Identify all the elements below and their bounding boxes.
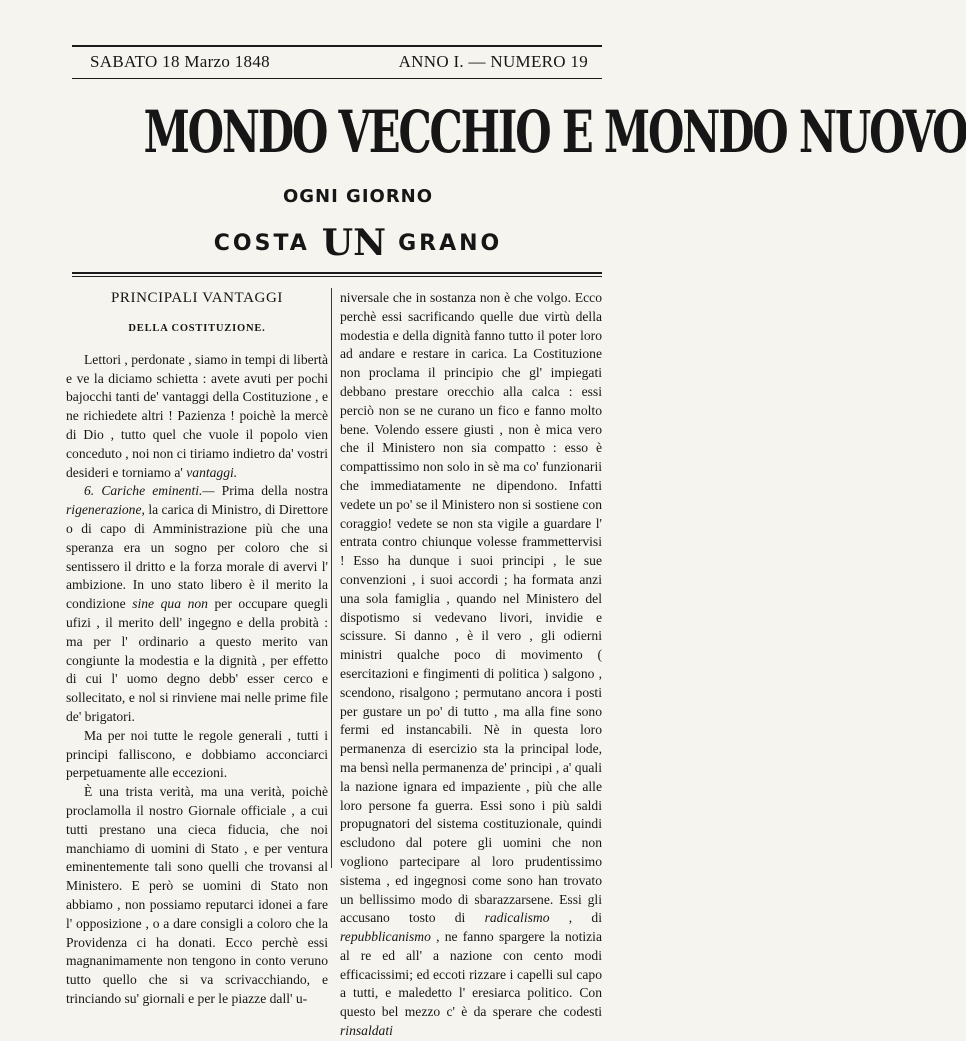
dateline [82,52,592,76]
article-paragraph: Lettori , perdonate , siamo in tempi di libertà e ve la diciamo schietta : avete avuti per pochi bajocchi tanti de' vantaggi della Costituzione , e ne richiedete altri ! Pazienza ! poichè la mercè di Dio , tutto quel che vuole il popolo vien conceduto , noi non ci tiriamo indietro da' vostri desideri e torniamo a' vantaggi. [66,351,328,480]
price-word-costa: COSTA [213,230,310,256]
issue-number: ANNO I. — NUMERO 19 [398,52,588,71]
issue-date: SABATO 18 Marzo 1848 [90,52,270,71]
article-column-left [66,289,328,1009]
masthead-bottom-rule-thin [72,276,602,277]
top-rule [72,45,602,47]
article-paragraph: È una trista verità, ma una verità, poichè proclamolla il nostro Giornale officiale , a cui tutti prestano una cieca fiducia, che noi manchiamo di uomini di Stato , e per ventura eminentemente tali sono quelli che trovansi al Ministero. E però se uomini di Stato non abbiamo , non possiamo reputarci idonei a fare l' opposizione , o a dare consigli a coloro che la Providenza ci ha donati. Ecco perchè essi magnanimamente non tengono in conto veruno tutto quello che si va scrivacchiando, e trinciando su' giornali e per le piazze dall' u- [66,784,328,1006]
masthead-title: MONDO VECCHIO E MONDO NUOVO [143,98,966,166]
dateline-rule [72,78,602,79]
article-column-right [340,289,602,1041]
price-word-un: UN [321,222,387,264]
article-paragraph: 6. Cariche eminenti.— Prima della nostra rigenerazione, la carica di Ministro, di Direttore o di capo di Amministrazione più che una speranza era un sogno per coloro che si sentissero il dritto e la forza morale di avervi l' ambizione. In uno stato libero è il merito la condizione sine qua non per occupare quegli ufizi , il merito dell' ingegno e della probità : ma per l' ordinario a questo merito van congiunte la modestia e la dignità , per effetto di cui l' uomo degno debb' esser cerco e sollecitato, e nol si rinviene mai nelle prime file de' brigatori. [66,483,328,724]
article-title: PRINCIPALI VANTAGGI [110,290,284,306]
column-divider [331,288,332,868]
masthead-bottom-rule [72,272,602,274]
article-paragraph: niversale che in sostanza non è che volgo. Ecco perchè essi sacrificando quelle due virtù della modestia e della dignità fanno tutto il poter loro ad andare e restare in carica. La Costituzione non proclama il principio che gl' impiegati debbano prestare orecchio alla calca : essi perciò non se ne curano un fico e fanno molto bene. Volendo essere giusti , non è mica vero che il Ministero non sia compatto : esso è compattissimo non solo in sè ma co' funzionarii che immediatamente ne dipendono. Infatti vedete un po' se il Ministero non si sostiene con coraggio! vedete se non sta vigile a guardare l' entrata contro chiunque volesse frammettervisi ! Esso ha dunque i suoi principi , le sue convenzioni , i suoi accordi ; ha formata anzi una sola famiglia , quando nel Ministero del dispotismo si vedevano livori, invidie e scissure. Si danno , è il vero , gli odierni ministri qualche poco di movimento ( esercitazioni e fingimenti di politica ) salgono , scendono, risalgono ; permutano ancora i posti per gustare un po' di tutto , ma alla fine sono fermi ed instancabili. Nè in questa loro permanenza di esercizio sta la principal lode, ma bensì nella permanenza de' principi , a' quali la nazione ignara ed impaziente , più che alle loro persone fa guerra. Essi sono i più saldi propugnatori del sistema costituzionale, quindi escludono dal potere gli uomini che non vogliono partecipare al loro prudentissimo sistema , ed ingegnosi come sono han trovato un bellissimo modo di sbarazzarsene. Essi gli accusano tosto di radicalismo , di repubblicanismo , ne fanno spargere la notizia al re ed all' a nazione con cento modi efficacissimi; ed eccoti rizzare i capelli sul capo a tutti, e maledetto l' eresiarca politico. Con questo bel mezzo c' è da sperare che codesti rinsaldati [340,290,602,1039]
masthead-price-line [0,222,716,264]
article-paragraph: Ma per noi tutte le regole generali , tutti i principi falliscono, e dobbiamo acconciarci perpetuamente alle eccezioni. [66,727,328,781]
masthead-subtitle: OGNI GIORNO [282,186,434,207]
article-subtitle: DELLA COSTITUZIONE. [128,323,266,334]
price-word-grano: GRANO [398,230,503,256]
